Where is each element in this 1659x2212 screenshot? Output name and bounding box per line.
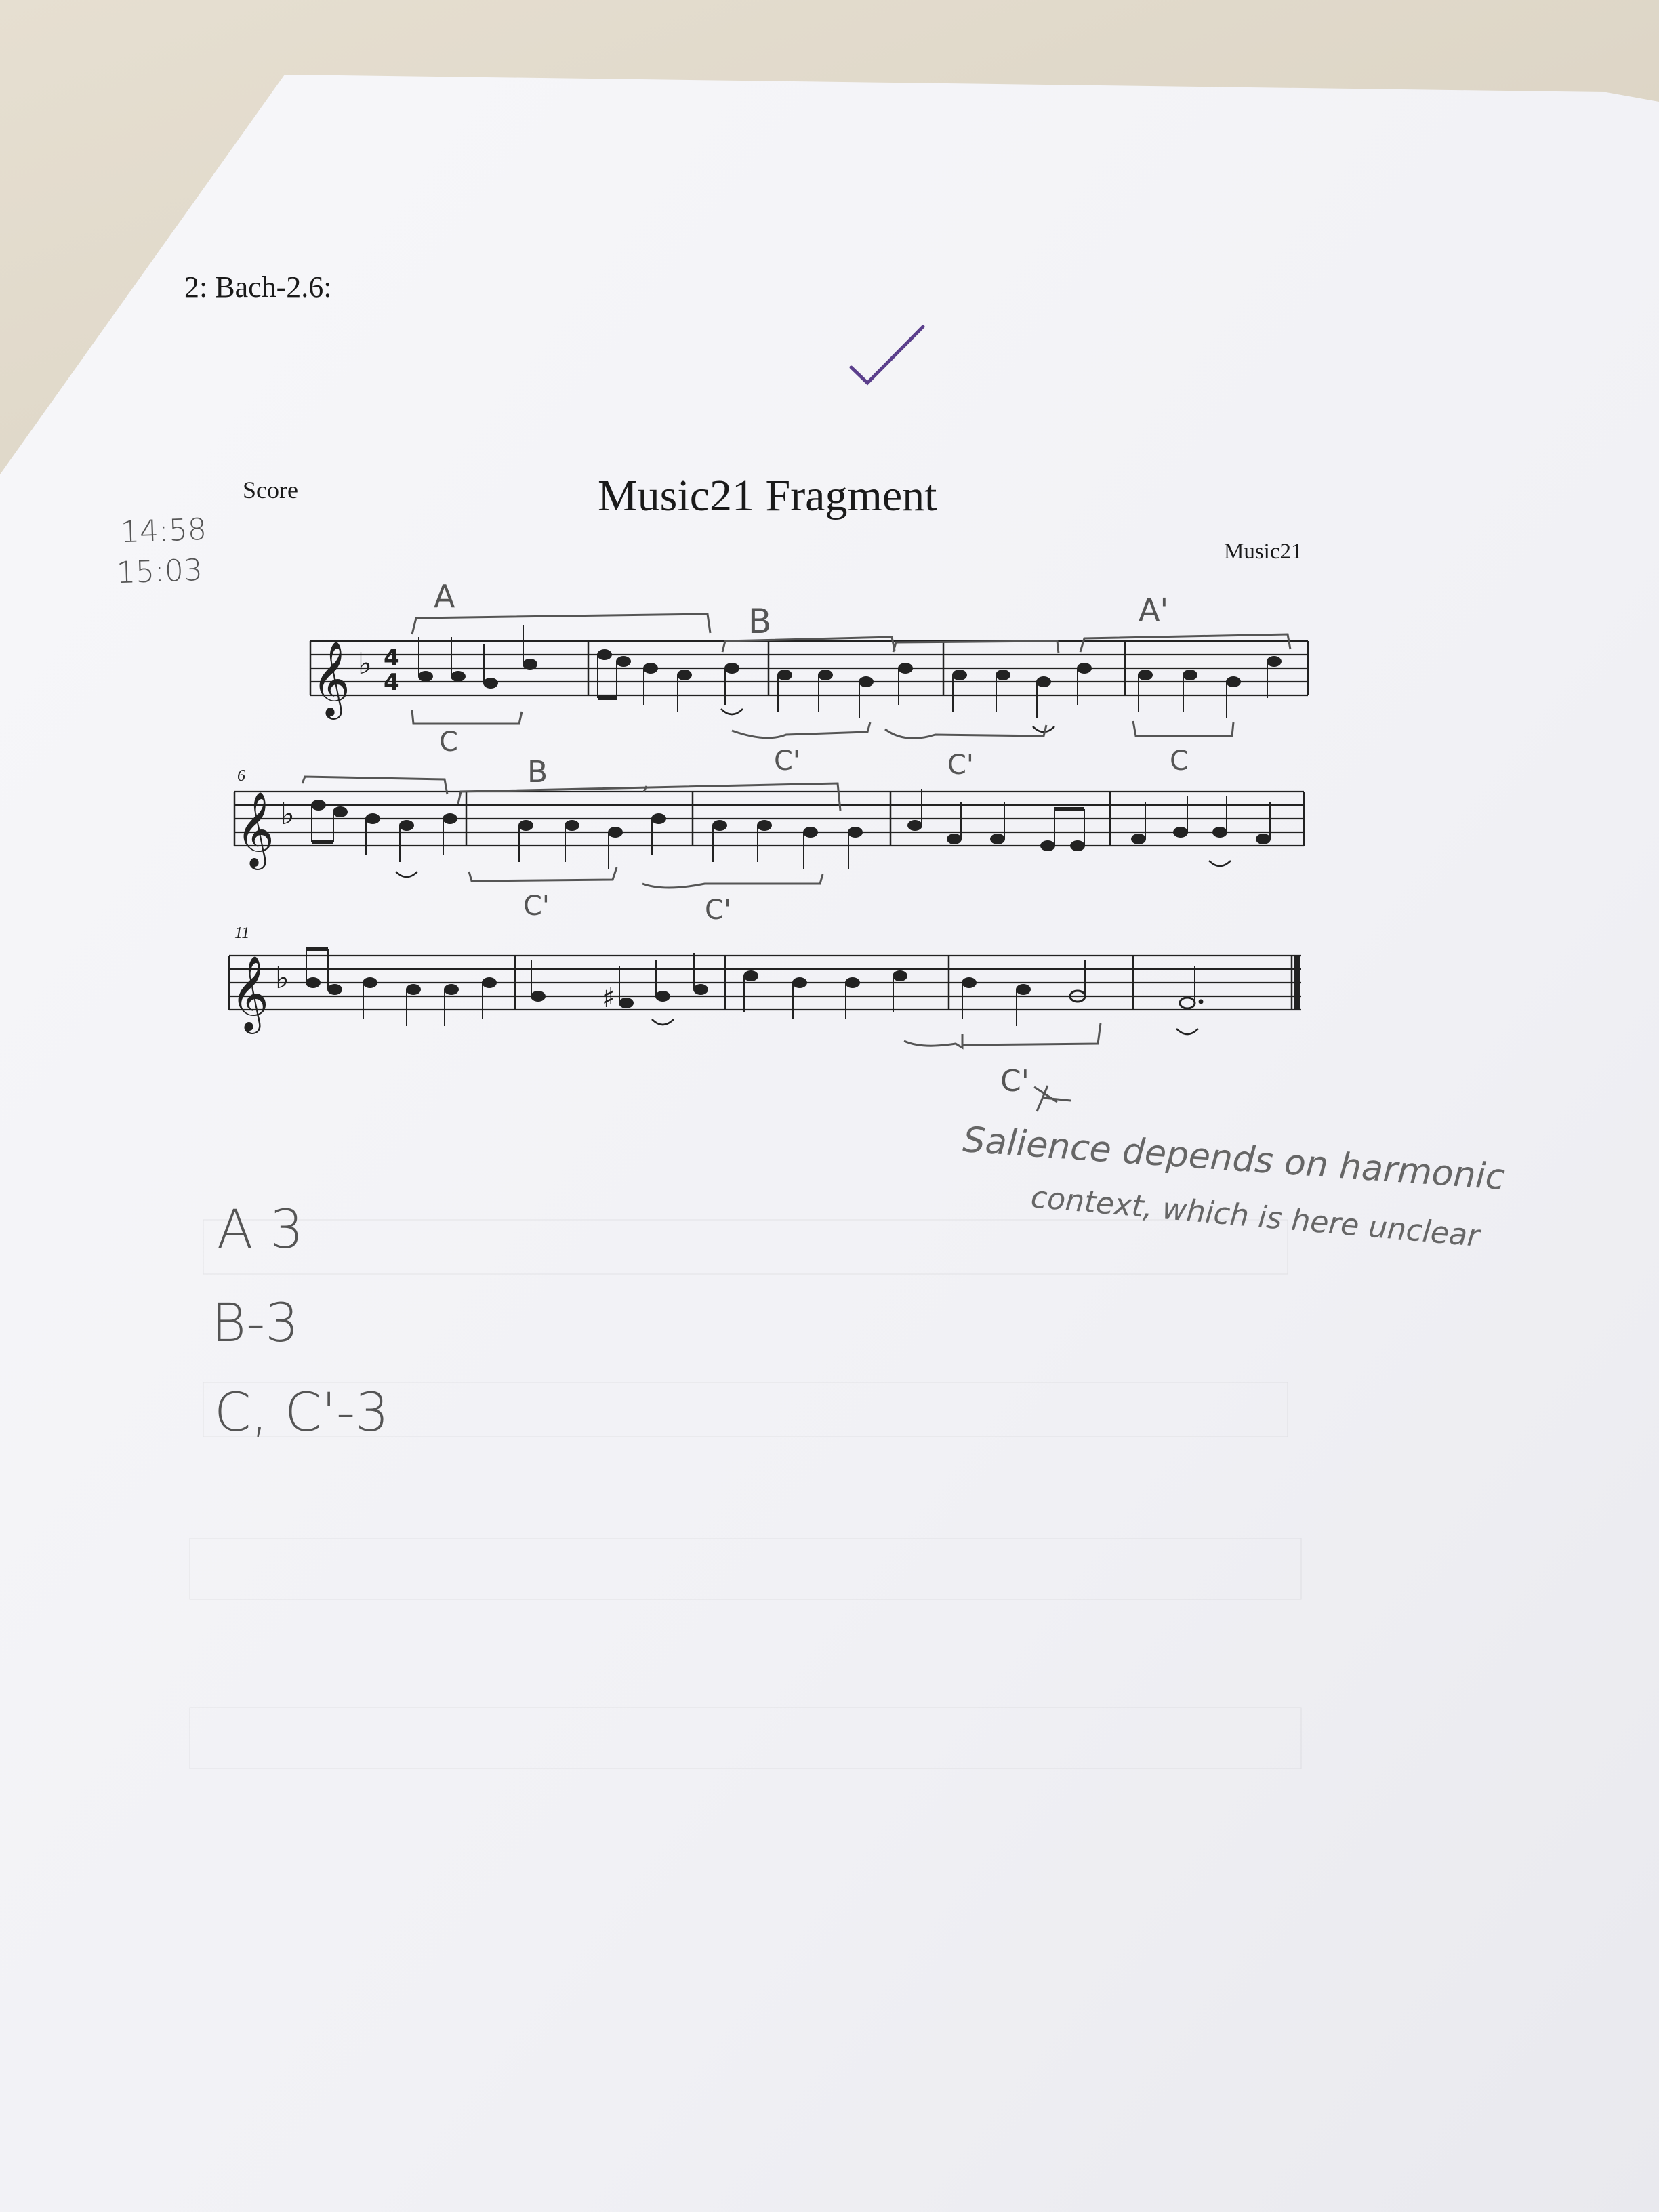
flat-icon: ♭ [275, 961, 289, 996]
measure-number: 11 [234, 924, 250, 942]
handwritten-time-end: 15:03 [116, 552, 203, 591]
section-label-c: C [1170, 745, 1189, 777]
flat-icon: ♭ [358, 647, 372, 681]
measure-number: 6 [237, 767, 245, 785]
composer-label: Music21 [1224, 539, 1303, 564]
section-label-b: B [527, 755, 548, 790]
section-label-c-prime: C' [774, 745, 800, 777]
fragment-title: Music21 Fragment [598, 471, 937, 520]
section-label-b: B [748, 602, 772, 641]
assignment-title: 2: Bach-2.6: [184, 270, 332, 304]
score-label: Score [243, 476, 298, 504]
handwritten-count-a: A 3 [217, 1200, 304, 1261]
treble-clef-icon: 𝄞 [230, 955, 269, 1031]
time-signature-top: 4 [384, 644, 400, 672]
handwritten-note-line-2: context, which is here unclear [1029, 1180, 1481, 1254]
section-label-c-prime: C' [1000, 1064, 1029, 1099]
section-label-c-prime: C' [523, 890, 550, 922]
section-label-c-prime: C' [947, 750, 974, 781]
section-label-a: A [434, 578, 455, 615]
treble-clef-icon: 𝄞 [236, 791, 274, 867]
handwritten-count-b: B-3 [211, 1293, 299, 1354]
section-label-a-prime: A' [1139, 592, 1169, 628]
handwritten-count-c: C, C'-3 [214, 1382, 389, 1443]
time-signature-bottom: 4 [384, 669, 400, 696]
handwritten-note-line-1: Salience depends on harmonic [961, 1120, 1507, 1198]
treble-clef-icon: 𝄞 [312, 640, 350, 716]
flat-icon: ♭ [281, 797, 295, 832]
section-label-c: C [439, 726, 458, 758]
paper-page [0, 75, 1659, 2212]
handwritten-time-start: 14:58 [120, 512, 207, 550]
section-label-c-prime: C' [705, 895, 731, 926]
sharp-icon: ♯ [602, 983, 615, 1014]
